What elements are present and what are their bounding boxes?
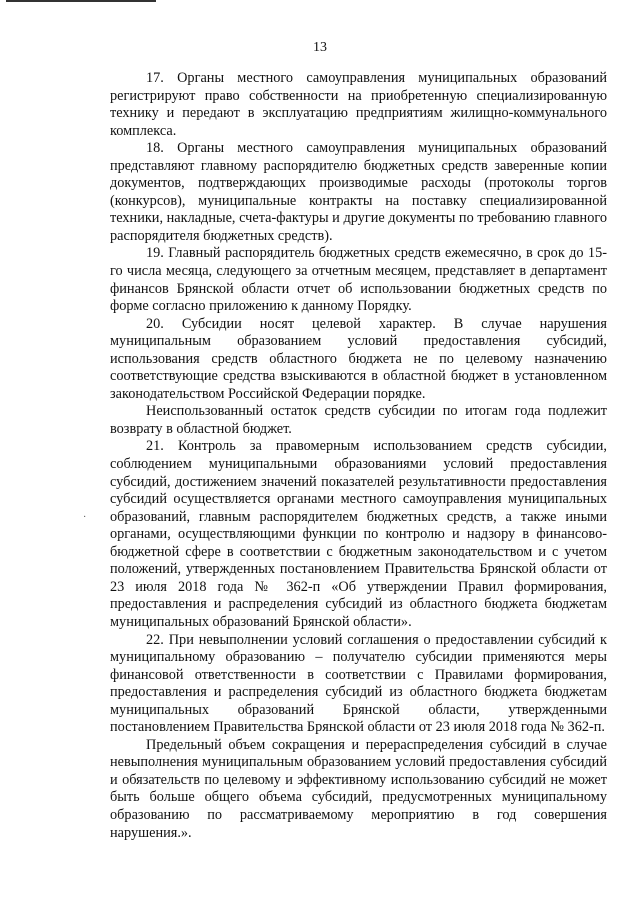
top-border-line	[6, 0, 156, 2]
paragraph-21: 21. Контроль за правомерным использованием средств субсидии, соблюдением муниципальными образованиями условий предоставления субсидий, достижением значений показателей результативности предоставления субсидий осуществляется органами местного самоуправления муниципальных образований, главным распорядителем бюджетных средств, а также иными органами, осуществляющими функции по контролю и надзору в финансово-бюджетной сфере в соответствии с бюджетным законодательством и с учетом положений, утвержденных постановлением Правительства Брянской области от 23 июля 2018 года № 362-п «Об утверждении Правил формирования, предоставления и распределения субсидий из областного бюджета бюджетам муниципальных образований Брянской области».	[110, 438, 607, 630]
paragraph-18: 18. Органы местного самоуправления муниципальных образований представляют главному распорядителю бюджетных средств заверенные копии документов, подтверждающих производимые расходы (протоколы торгов (конкурсов), муниципальные контракты на поставку специализированной техники, накладные, счета-фактуры и другие документы по требованию главного распорядителя бюджетных средств).	[110, 140, 607, 244]
paragraph-20: 20. Субсидии носят целевой характер. В случае нарушения муниципальным образованием условий предоставления субсидий, использования средств областного бюджета не по целевому назначению соответствующие средства взыскиваются в областной бюджет в установленном законодательством Российской Федерации порядке.	[110, 315, 607, 402]
paragraph-19: 19. Главный распорядитель бюджетных средств ежемесячно, в срок до 15-го числа месяца, следующего за отчетным месяцем, представляет в департамент финансов Брянской области отчет об использовании бюджетных средств по форме согласно приложению к данному Порядку.	[110, 245, 607, 315]
paragraph-22: 22. При невыполнении условий соглашения о предоставлении субсидий к муниципальному образованию – получателю субсидии применяются меры финансовой ответственности в соответствии с Правилами формирования, предоставления и распределения субсидий из областного бюджета бюджетам муниципальных образований Брянской области, утвержденными постановлением Правительства Брянской области от 23 июля 2018 года № 362-п.	[110, 631, 607, 736]
margin-mark: ·	[83, 512, 87, 523]
paragraph-20-unused-balance: Неиспользованный остаток средств субсидии по итогам года подлежит возврату в областной бюджет.	[110, 403, 607, 437]
paragraph-22-limit: Предельный объем сокращения и перераспределения субсидий в случае невыполнения муниципальным образованием условий предоставления субсидий и обязательств по целевому и эффективному использованию субсидий не может быть больше общего объема субсидий, предусмотренных муниципальному образованию по рассматриваемому мероприятию в год совершения нарушения.».	[110, 736, 607, 841]
paragraph-17: 17. Органы местного самоуправления муниципальных образований регистрируют право собственности на приобретенную специализированную технику и передают в эксплуатацию предприятиям жилищно-коммунального комплекса.	[110, 70, 607, 139]
page-number: 13	[313, 40, 327, 55]
document-body	[110, 70, 607, 842]
